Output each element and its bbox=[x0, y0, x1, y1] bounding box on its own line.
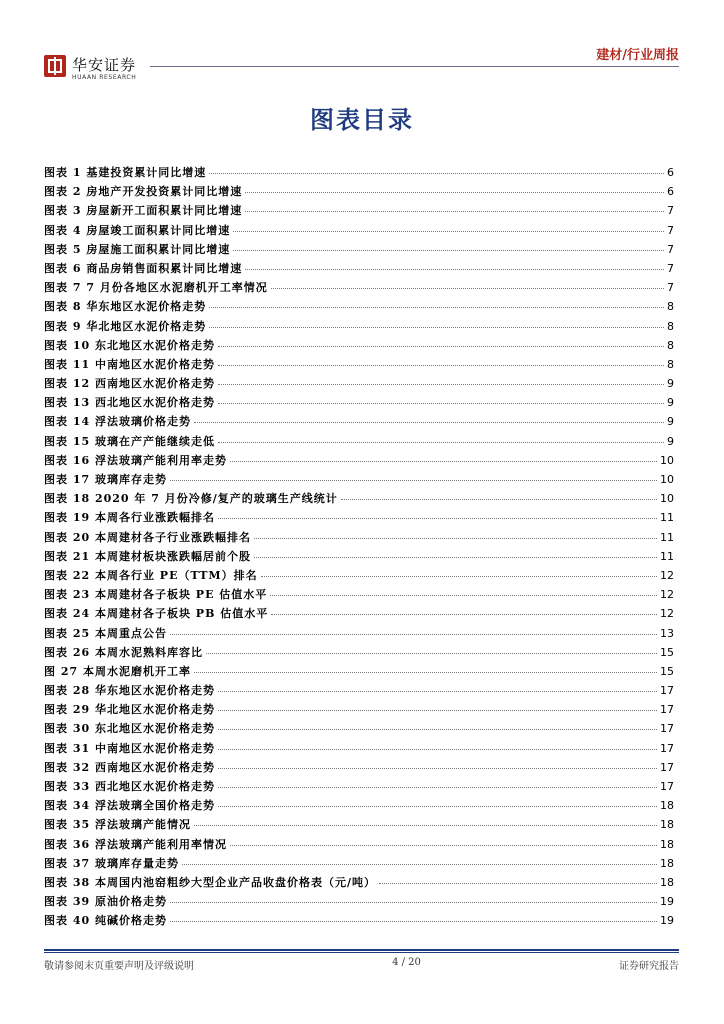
toc-leader-dots bbox=[170, 470, 657, 481]
toc-entry-label: 图表 10 东北地区水泥价格走势 bbox=[44, 338, 215, 352]
toc-leader-dots bbox=[245, 259, 664, 270]
table-of-figures bbox=[44, 163, 674, 931]
toc-entry[interactable] bbox=[44, 911, 674, 930]
toc-entry[interactable] bbox=[44, 432, 674, 451]
footer-divider-thin bbox=[44, 952, 679, 953]
toc-entry[interactable] bbox=[44, 739, 674, 758]
toc-entry-label: 图表 37 玻璃库存量走势 bbox=[44, 856, 179, 870]
toc-entry-page: 17 bbox=[660, 741, 674, 755]
toc-leader-dots bbox=[194, 662, 657, 673]
toc-entry-label: 图表 4 房屋竣工面积累计同比增速 bbox=[44, 223, 231, 237]
toc-entry[interactable] bbox=[44, 182, 674, 201]
toc-entry-label: 图表 32 西南地区水泥价格走势 bbox=[44, 760, 215, 774]
toc-entry-label: 图表 5 房屋施工面积累计同比增速 bbox=[44, 242, 231, 256]
toc-entry-label: 图表 22 本周各行业 PE（TTM）排名 bbox=[44, 568, 258, 582]
toc-leader-dots bbox=[218, 432, 664, 443]
toc-entry-label: 图表 18 2020 年 7 月份冷修/复产的玻璃生产线统计 bbox=[44, 492, 338, 506]
toc-entry[interactable] bbox=[44, 489, 674, 508]
toc-entry[interactable] bbox=[44, 700, 674, 719]
footer-report-kind: 证券研究报告 bbox=[618, 961, 679, 972]
toc-entry-label: 图表 1 基建投资累计同比增速 bbox=[44, 166, 207, 179]
toc-entry-label: 图表 14 浮法玻璃价格走势 bbox=[44, 415, 191, 429]
toc-entry-label: 图表 29 华北地区水泥价格走势 bbox=[44, 703, 215, 717]
toc-entry[interactable] bbox=[44, 892, 674, 911]
toc-leader-dots bbox=[209, 297, 664, 308]
toc-entry-label: 图表 39 原油价格走势 bbox=[44, 895, 167, 909]
toc-entry-page: 11 bbox=[660, 511, 674, 525]
toc-entry-label: 图表 30 东北地区水泥价格走势 bbox=[44, 722, 215, 736]
toc-leader-dots bbox=[218, 777, 657, 788]
toc-entry-page: 10 bbox=[660, 453, 674, 467]
toc-entry-page: 18 bbox=[660, 875, 674, 889]
toc-entry-label: 图表 16 浮法玻璃产能利用率走势 bbox=[44, 453, 227, 467]
toc-entry-page: 7 bbox=[667, 261, 674, 275]
toc-entry[interactable] bbox=[44, 796, 674, 815]
toc-entry[interactable] bbox=[44, 412, 674, 431]
toc-leader-dots bbox=[245, 201, 664, 212]
toc-entry-page: 17 bbox=[660, 722, 674, 736]
toc-entry-page: 19 bbox=[660, 914, 674, 928]
toc-entry-page: 8 bbox=[667, 300, 674, 314]
toc-leader-dots bbox=[261, 566, 657, 577]
toc-entry-page: 17 bbox=[660, 760, 674, 774]
toc-entry-page: 17 bbox=[660, 780, 674, 793]
toc-leader-dots bbox=[379, 873, 657, 884]
toc-entry-label: 图表 21 本周建材板块涨跌幅居前个股 bbox=[44, 549, 251, 563]
toc-leader-dots bbox=[233, 240, 664, 251]
toc-entry[interactable] bbox=[44, 604, 674, 623]
toc-entry[interactable] bbox=[44, 758, 674, 777]
toc-leader-dots bbox=[254, 528, 657, 539]
toc-entry-label: 图表 8 华东地区水泥价格走势 bbox=[44, 300, 207, 314]
toc-entry-label: 图表 12 西南地区水泥价格走势 bbox=[44, 377, 215, 391]
toc-entry-label: 图表 7 7 月份各地区水泥磨机开工率情况 bbox=[44, 281, 268, 295]
toc-entry[interactable] bbox=[44, 835, 674, 854]
toc-entry[interactable] bbox=[44, 470, 674, 489]
toc-leader-dots bbox=[271, 278, 664, 289]
toc-entry[interactable] bbox=[44, 336, 674, 355]
toc-entry-page: 12 bbox=[660, 607, 674, 621]
toc-entry-page: 12 bbox=[660, 568, 674, 582]
toc-entry-label: 图表 31 中南地区水泥价格走势 bbox=[44, 741, 215, 755]
toc-entry-page: 10 bbox=[660, 473, 674, 486]
toc-leader-dots bbox=[218, 700, 657, 711]
toc-entry-label: 图表 33 西北地区水泥价格走势 bbox=[44, 780, 215, 793]
logo-seal-icon bbox=[44, 55, 66, 77]
toc-entry[interactable] bbox=[44, 317, 674, 336]
toc-leader-dots bbox=[194, 412, 664, 423]
toc-leader-dots bbox=[218, 681, 657, 692]
toc-entry[interactable] bbox=[44, 163, 674, 182]
company-logo bbox=[44, 55, 204, 85]
toc-entry[interactable] bbox=[44, 297, 674, 316]
toc-entry[interactable] bbox=[44, 719, 674, 738]
toc-entry-label: 图表 19 本周各行业涨跌幅排名 bbox=[44, 511, 215, 525]
toc-entry-page: 8 bbox=[667, 338, 674, 352]
toc-entry-page: 7 bbox=[667, 223, 674, 237]
toc-entry-page: 13 bbox=[660, 626, 674, 640]
toc-entry-label: 图表 6 商品房销售面积累计同比增速 bbox=[44, 261, 243, 275]
toc-leader-dots bbox=[230, 451, 657, 462]
toc-entry[interactable] bbox=[44, 221, 674, 240]
toc-leader-dots bbox=[194, 815, 657, 826]
toc-entry-label: 图表 20 本周建材各子行业涨跌幅排名 bbox=[44, 530, 251, 544]
toc-leader-dots bbox=[218, 374, 664, 385]
toc-entry[interactable] bbox=[44, 259, 674, 278]
toc-entry-page: 11 bbox=[660, 530, 674, 544]
toc-entry-label: 图表 34 浮法玻璃全国价格走势 bbox=[44, 799, 215, 813]
toc-entry-page: 7 bbox=[667, 204, 674, 218]
footer-page-number: 4 / 20 bbox=[392, 957, 421, 968]
toc-entry-page: 7 bbox=[667, 242, 674, 256]
toc-entry-label: 图表 17 玻璃库存走势 bbox=[44, 473, 167, 486]
toc-entry[interactable] bbox=[44, 585, 674, 604]
toc-leader-dots bbox=[206, 643, 657, 654]
toc-entry-label: 图表 23 本周建材各子板块 PE 估值水平 bbox=[44, 588, 268, 602]
page-footer bbox=[44, 957, 679, 971]
toc-entry[interactable] bbox=[44, 566, 674, 585]
toc-entry[interactable] bbox=[44, 643, 674, 662]
toc-entry-page: 6 bbox=[667, 166, 674, 179]
toc-entry-page: 12 bbox=[660, 588, 674, 602]
toc-leader-dots bbox=[218, 355, 664, 366]
toc-leader-dots bbox=[245, 182, 664, 193]
toc-leader-dots bbox=[341, 489, 657, 500]
toc-entry-label: 图表 24 本周建材各子板块 PB 估值水平 bbox=[44, 607, 269, 621]
toc-entry[interactable] bbox=[44, 528, 674, 547]
footer-divider bbox=[44, 949, 679, 951]
toc-entry[interactable] bbox=[44, 278, 674, 297]
toc-entry-label: 图表 3 房屋新开工面积累计同比增速 bbox=[44, 204, 243, 218]
toc-leader-dots bbox=[233, 221, 664, 232]
toc-leader-dots bbox=[218, 719, 657, 730]
toc-leader-dots bbox=[218, 739, 657, 750]
toc-leader-dots bbox=[218, 508, 657, 519]
toc-entry-page: 17 bbox=[660, 703, 674, 717]
toc-leader-dots bbox=[209, 163, 664, 174]
toc-entry[interactable] bbox=[44, 393, 674, 412]
toc-entry-page: 7 bbox=[667, 281, 674, 295]
toc-entry-page: 9 bbox=[667, 415, 674, 429]
toc-entry[interactable] bbox=[44, 873, 674, 892]
toc-leader-dots bbox=[182, 854, 657, 865]
toc-entry-label: 图表 13 西北地区水泥价格走势 bbox=[44, 396, 215, 410]
toc-entry[interactable] bbox=[44, 547, 674, 566]
toc-entry-label: 图表 25 本周重点公告 bbox=[44, 626, 167, 640]
toc-entry-page: 9 bbox=[667, 377, 674, 391]
footer-disclaimer: 敬请参阅末页重要声明及评级说明 bbox=[44, 961, 194, 972]
toc-entry-label: 图 27 本周水泥磨机开工率 bbox=[44, 664, 191, 678]
toc-leader-dots bbox=[209, 317, 664, 328]
page-header bbox=[0, 0, 724, 90]
toc-entry-label: 图表 11 中南地区水泥价格走势 bbox=[44, 357, 215, 371]
toc-entry-page: 18 bbox=[660, 799, 674, 813]
toc-entry-page: 18 bbox=[660, 837, 674, 851]
toc-entry-page: 17 bbox=[660, 684, 674, 698]
toc-leader-dots bbox=[254, 547, 657, 558]
toc-entry-label: 图表 35 浮法玻璃产能情况 bbox=[44, 818, 191, 832]
toc-entry[interactable] bbox=[44, 662, 674, 681]
toc-entry[interactable] bbox=[44, 451, 674, 470]
toc-leader-dots bbox=[170, 911, 657, 922]
toc-leader-dots bbox=[170, 624, 657, 635]
toc-entry-label: 图表 26 本周水泥熟料库容比 bbox=[44, 645, 203, 659]
toc-entry-label: 图表 9 华北地区水泥价格走势 bbox=[44, 319, 207, 333]
logo-chinese-name: 华安证券 bbox=[72, 56, 137, 74]
toc-entry-label: 图表 2 房地产开发投资累计同比增速 bbox=[44, 185, 243, 199]
toc-entry[interactable] bbox=[44, 508, 674, 527]
toc-entry-page: 6 bbox=[667, 185, 674, 199]
toc-leader-dots bbox=[218, 336, 664, 347]
toc-entry-page: 18 bbox=[660, 818, 674, 832]
toc-entry[interactable] bbox=[44, 854, 674, 873]
toc-entry[interactable] bbox=[44, 815, 674, 834]
toc-leader-dots bbox=[230, 835, 657, 846]
toc-entry-page: 15 bbox=[660, 664, 674, 678]
toc-leader-dots bbox=[218, 796, 657, 807]
toc-entry[interactable] bbox=[44, 355, 674, 374]
page-title: 图表目录 bbox=[310, 106, 414, 134]
report-type-label: 建材/行业周报 bbox=[596, 48, 679, 63]
toc-entry-label: 图表 15 玻璃在产产能继续走低 bbox=[44, 434, 215, 448]
toc-entry-label: 图表 28 华东地区水泥价格走势 bbox=[44, 684, 215, 698]
toc-leader-dots bbox=[271, 604, 657, 615]
toc-entry-label: 图表 40 纯碱价格走势 bbox=[44, 914, 167, 928]
toc-entry[interactable] bbox=[44, 777, 674, 796]
toc-entry[interactable] bbox=[44, 624, 674, 643]
logo-english-name: HUAAN RESEARCH bbox=[72, 74, 137, 81]
toc-entry-page: 9 bbox=[667, 434, 674, 448]
toc-entry-page: 15 bbox=[660, 645, 674, 659]
toc-entry[interactable] bbox=[44, 240, 674, 259]
toc-leader-dots bbox=[218, 393, 664, 404]
toc-entry-page: 9 bbox=[667, 396, 674, 410]
toc-leader-dots bbox=[170, 892, 657, 903]
toc-leader-dots bbox=[218, 758, 657, 769]
toc-entry[interactable] bbox=[44, 681, 674, 700]
toc-entry-page: 11 bbox=[660, 549, 674, 563]
toc-entry-page: 19 bbox=[660, 895, 674, 909]
header-divider bbox=[150, 66, 679, 67]
toc-entry-label: 图表 38 本周国内池窑粗纱大型企业产品收盘价格表（元/吨） bbox=[44, 875, 376, 889]
toc-entry-page: 10 bbox=[660, 492, 674, 506]
toc-entry-page: 8 bbox=[667, 357, 674, 371]
toc-leader-dots bbox=[270, 585, 657, 596]
toc-entry[interactable] bbox=[44, 201, 674, 220]
toc-entry[interactable] bbox=[44, 374, 674, 393]
toc-entry-label: 图表 36 浮法玻璃产能利用率情况 bbox=[44, 837, 227, 851]
toc-entry-page: 8 bbox=[667, 319, 674, 333]
toc-entry-page: 18 bbox=[660, 856, 674, 870]
